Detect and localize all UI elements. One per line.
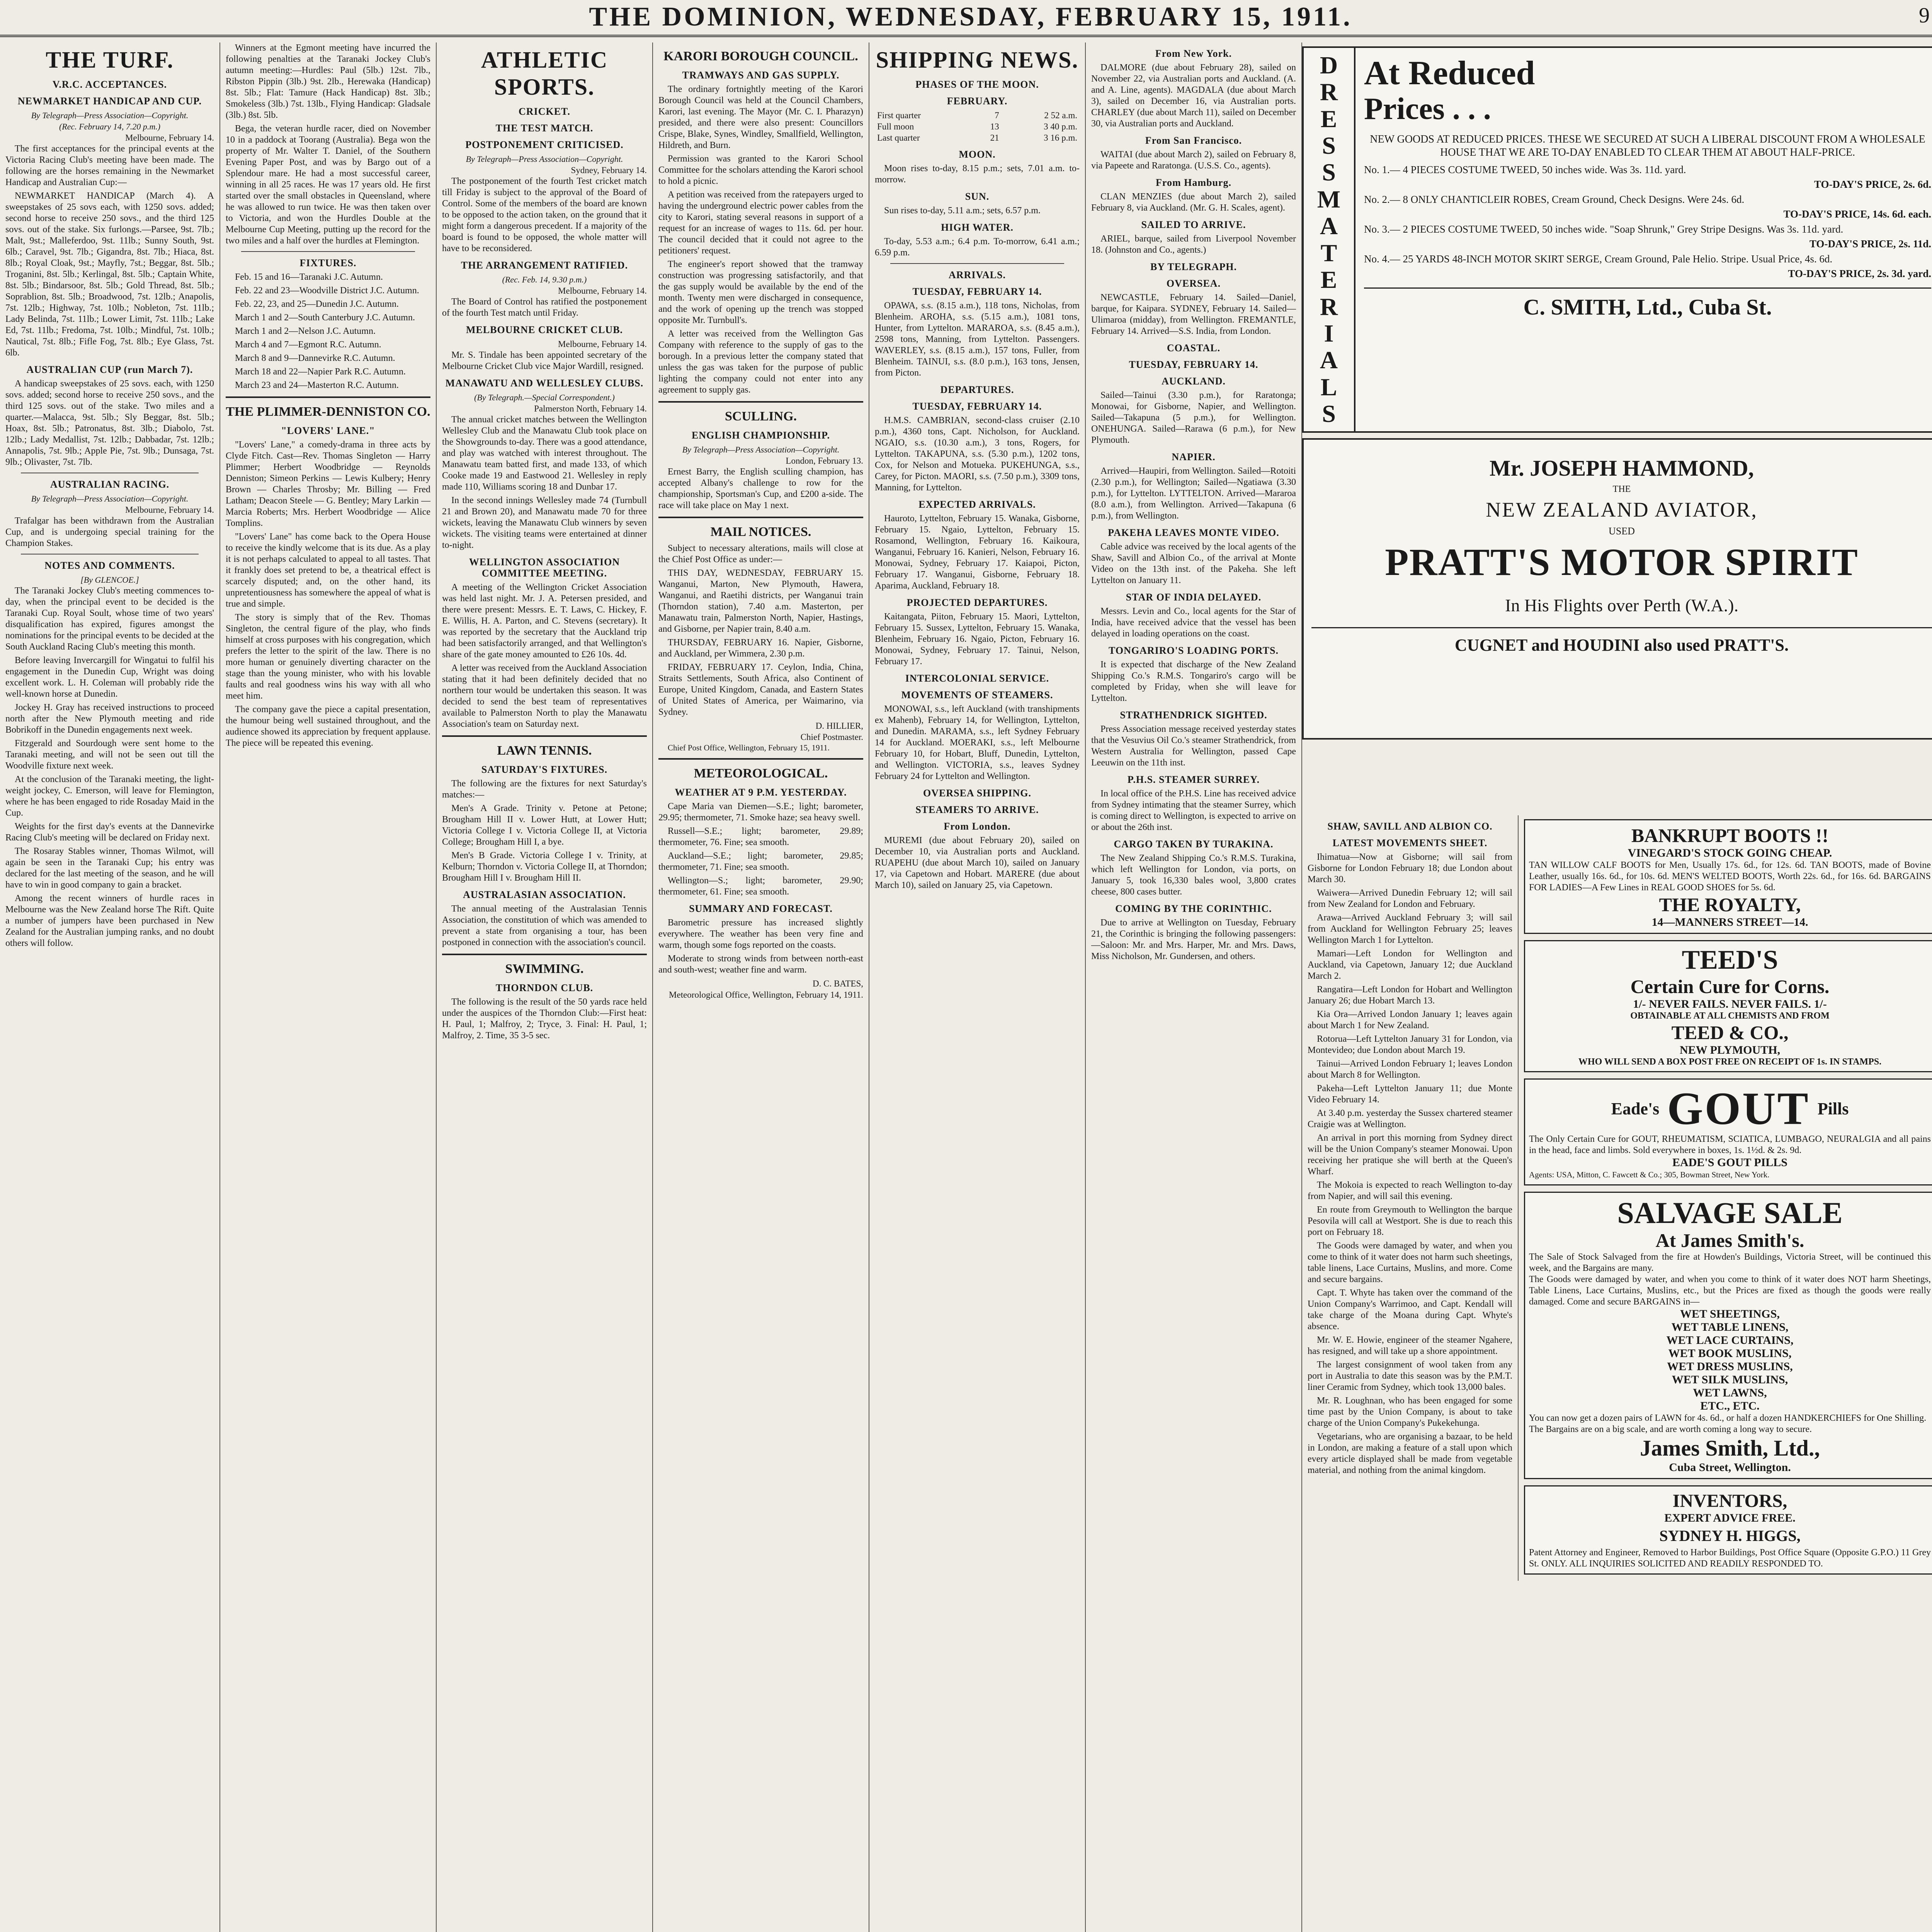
list-item: ETC., ETC.: [1700, 1400, 1760, 1412]
athletic-paragraph: Mr. S. Tindale has been appointed secretary of the Melbourne Cricket Club vice Major Wardill, resigned.: [442, 350, 647, 371]
phases-month: FEBRUARY.: [947, 95, 1008, 107]
ad-text: The Only Certain Cure for GOUT, RHEUMATISM, SCIATICA, LUMBAGO, NEURALGIA and all pains in the head, face and limbs. Sold everywhere in boxes, 1s. 1½d. & 2s. 9d.: [1529, 1134, 1931, 1155]
ad-lead: NEW GOODS AT REDUCED PRICES. THESE WE SECURED AT SUCH A LIBERAL DISCOUNT FROM A WHOLESALE HOUSE THAT WE ARE TO-DAY ENABLED TO CLEAR THEM AT ABOUT HALF-PRICE.: [1370, 133, 1925, 158]
moon-phase-table: [875, 110, 1080, 143]
ad-address: 14—MANNERS STREET—14.: [1651, 916, 1808, 929]
turf-paragraph: The Rosaray Stables winner, Thomas Wilmot, will again be seen in the Taranaki Cup; his entry was declared for the last meeting of the season, and he will have to win in good company to gain a bracket.: [5, 846, 214, 890]
ad-heading: Certain Cure for Corns.: [1630, 976, 1830, 997]
karori-paragraph: Ernest Barry, the English sculling champion, has accepted Albany's challenge to row for the championship, Sportsman's Cup, and £200 a-side. The race will take place on May 1 next.: [658, 467, 863, 510]
shaw-paragraph: En route from Greymouth to Wellington the barque Pesovila will call at Westport. She is due to reach this port on February 18.: [1308, 1205, 1512, 1237]
shipping-paragraph: MONOWAI, s.s., left Auckland (with transhipments ex Mahenb), February 14, for Wellington, Lyttelton, and Dunedin. MARAMA, s.s., left Sydney February 14 for Auckland. MOERAKI, s.s., left Melbourne February 10, for Hobart, Bluff, Dunedin, Lyttelton, and Wellington. VICTORIA, s.s., leaves Sydney February 24 for Lyttelton and Wellington.: [875, 704, 1080, 781]
ad-text: OBTAINABLE AT ALL CHEMISTS AND FROM: [1630, 1011, 1830, 1021]
shaw-paragraph: Tainui—Arrived London February 1; leaves London about March 8 for Wellington.: [1308, 1059, 1512, 1080]
ad-dress-main: [1355, 48, 1932, 431]
ad-bankrupt-boots: [1524, 819, 1932, 934]
turf-paragraph: Trafalgar has been withdrawn from the Australian Cup, and is undergoing special training for the Champion Stakes.: [5, 516, 214, 548]
steamers-heading: STEAMERS TO ARRIVE.: [915, 804, 1039, 815]
shipping-paragraph: Messrs. Levin and Co., local agents for the Star of India, have received advice that the vessel has been delayed in loading operations on the coast.: [1091, 606, 1296, 639]
turf-dateline-2: Melbourne, February 14.: [125, 505, 214, 515]
divider: [442, 735, 647, 737]
turf-paragraph: The Taranaki Jockey Club's meeting commences to-day, when the principal event to be decided is the Taranaki Cup. Royal Soult, whose time of two years' disqualification has expired, figures amongst the nominations for the principal events to be decided at the South Auckland Racing Club's meeting this month.: [5, 586, 214, 652]
fixture-item: March 4 and 7—Egmont R.C. Autumn.: [235, 340, 381, 350]
theatre-paragraph: The story is simply that of the Rev. Thomas Singleton, the central figure of the play, who finds himself at cross purposes with his congregation, which prefers the letter to the spirit of the law. There is no more human or genuinely diverting character on the stage than the young minister, who with his lovable faults and real goodness wins his way with all who meet him.: [226, 612, 430, 701]
from-sf-heading: From San Francisco.: [1145, 135, 1242, 146]
ad-text: Eade's: [1611, 1099, 1660, 1118]
ad-offer: TO-DAY'S PRICE, 14s. 6d. each.: [1783, 208, 1931, 220]
table-row: Last quarter 21 3 16 p.m.: [877, 133, 1077, 143]
departures-heading: DEPARTURES.: [940, 384, 1014, 395]
list-item: WET SILK MUSLINS,: [1672, 1373, 1788, 1386]
athletic-dateline-4: Palmerston North, February 14.: [534, 404, 647, 413]
shaw-paragraph: The largest consignment of wool taken from any port in Australia to date this season was by the P.M.T. liner Ceramic from Sydney, which took 13,000 bales.: [1308, 1360, 1512, 1392]
newspaper-title: THE DOMINION, WEDNESDAY, FEBRUARY 15, 1911.: [589, 2, 1352, 32]
weather-forecast: Moderate to strong winds from between north-east and south-west; weather fine and warm.: [658, 954, 863, 975]
napier-heading: NAPIER.: [1172, 451, 1216, 463]
pratts-brand: PRATT'S MOTOR SPIRIT: [1385, 541, 1859, 583]
shaw-paragraph: Rangatira—Left London for Hobart and Wellington January 26; due Hobart March 13.: [1308, 985, 1512, 1006]
ad-item: No. 3.— 2 PIECES COSTUME TWEED, 50 inches wide. "Soap Shrunk," Grey Stripe Designs. Was 3s. 11d. yard.: [1364, 223, 1844, 235]
notes-heading: NOTES AND COMMENTS.: [44, 560, 175, 571]
manawatu-heading: MANAWATU AND WELLESLEY CLUBS.: [445, 378, 644, 389]
shipping-paragraph: Arrived—Haupiri, from Wellington. Sailed—Rotoiti (2.30 p.m.), for Wellington; Sailed—Ngatiawa (3.30 p.m.), for Lyttelton. LYTTELTON. Arrived—Mararoa (8.0 a.m.), from Wellington. Arrived—Takapuna (6 p.m.), from Wellington.: [1091, 466, 1296, 521]
mail-paragraph: THURSDAY, FEBRUARY 16. Napier, Gisborne, and Auckland, per Wimmera, 2.30 p.m.: [658, 638, 863, 659]
notes-byline: [By GLENCOE.]: [80, 575, 139, 585]
karori-paragraph: A petition was received from the ratepayers urged to having the underground electric power cables from the city to Karori, stating several reasons in support of a request for an increase of wages to 11s. 6d. per hour. The council decided that it could not agree to the petitioners' request.: [658, 190, 863, 256]
turf-paragraph: Weights for the first day's events at the Dannevirke Racing Club's meeting will be declared on Friday next.: [5, 821, 214, 843]
cricket-heading: CRICKET.: [519, 106, 570, 117]
shaw-heading: SHAW, SAVILL AND ALBION CO.: [1327, 821, 1493, 832]
ad-price: 1/- NEVER FAILS. NEVER FAILS. 1/-: [1633, 998, 1827, 1010]
shaw-paragraph: At 3.40 p.m. yesterday the Sussex chartered steamer Craigie was at Wellington.: [1308, 1108, 1512, 1129]
ad-title-2: Prices . . .: [1364, 92, 1491, 126]
weather-paragraph: Russell—S.E.; light; barometer, 29.89; thermometer, 76. Fine; sea smooth.: [658, 826, 863, 847]
lower-right-area: [1302, 815, 1932, 1932]
aviator-name: Mr. JOSEPH HAMMOND,: [1489, 456, 1754, 481]
ad-inventors: [1524, 1485, 1932, 1575]
shipping-paragraph: ARIEL, barque, sailed from Liverpool November 18. (Johnston and Co., agents.): [1091, 234, 1296, 255]
turf-paragraph: At the conclusion of the Taranaki meeting, the light-weight jockey, C. Emerson, will leave for Flemington, where he has been engaged to ride Rosaday Maid in the Cup.: [5, 774, 214, 818]
ad-subheading: VINEGARD'S STOCK GOING CHEAP.: [1628, 847, 1832, 859]
athletic-paragraph: A letter was received from the Auckland Association stating that it had been definitely decided that no northern tour would be undertaken this season. It was decided to send the best team of representatives available to Palmerston North to play the Manawatu Association's team on Saturday next.: [442, 663, 647, 729]
turf-paragraph: Among the recent winners of hurdle races in Melbourne was the New Zealand horse The Rift. Quite a number of jumpers have been purchased in New Zealand for the Australian jumping ranks, and no doubt others will follow.: [5, 893, 214, 948]
coastal-date: TUESDAY, FEBRUARY 14.: [1129, 359, 1259, 370]
karori-paragraph: Permission was granted to the Karori School Committee for the scholars attending the Karori school to hold a picnic.: [658, 154, 863, 186]
highwater-heading: HIGH WATER.: [941, 222, 1014, 233]
shaw-paragraph: Pakeha—Left Lyttelton January 11; due Monte Video February 14.: [1308, 1083, 1512, 1105]
shipping-paragraph: Sailed—Tainui (3.30 p.m.), for Raratonga; Monowai, for Gisborne, Napier, and Wellington. Sailed—Takapuna (5 p.m.), for Wellington. ONEHUNGA. Sailed—Rarawa (6 p.m.), for New Plymouth.: [1091, 390, 1296, 445]
shaw-paragraph: The Mokoia is expected to reach Wellington to-day from Napier, and will sail this evening.: [1308, 1180, 1512, 1201]
ad-heading: BANKRUPT BOOTS !!: [1631, 825, 1829, 846]
karori-paragraph: A letter was received from the Wellington Gas Company with reference to the supply of gas to the borough. In a previous letter the company stated that unless the gas was taken for the purpose of public lighting the company could not enter into any agreement to supply gas.: [658, 329, 863, 395]
intercolonial-heading: INTERCOLONIAL SERVICE.: [905, 673, 1049, 684]
ad-subheading: EADE'S GOUT PILLS: [1672, 1156, 1787, 1169]
athletic-dateline: Sydney, February 14.: [571, 165, 647, 175]
divider: [658, 758, 863, 760]
karori-paragraph: The ordinary fortnightly meeting of the Karori Borough Council was held at the Council Chambers, Karori, last evening. The Mayor (Mr. C. I. Pharazyn) presided, and there were also present: Councillors Crispe, Blake, Synes, Windley, Smallfield, Wellington, Hildreth, and Burn.: [658, 84, 863, 150]
mail-paragraph: FRIDAY, FEBRUARY 17. Ceylon, India, China, Straits Settlements, South Africa, also Continent of Europe, United Kingdom, Canada, and Eastern States of United States of America, per Waimarino, via Sydney.: [658, 662, 863, 717]
ad-text: You can now get a dozen pairs of LAWN for 4s. 6d., or half a dozen HANDKERCHIEFS for One Shilling.: [1529, 1413, 1927, 1423]
ratified-heading: THE ARRANGEMENT RATIFIED.: [461, 260, 628, 271]
corinthic-heading: COMING BY THE CORINTHIC.: [1115, 903, 1272, 914]
ad-text: NEW PLYMOUTH,: [1679, 1044, 1781, 1056]
divider: [658, 517, 863, 518]
mail-paragraph: THIS DAY, WEDNESDAY, FEBRUARY 15. Wanganui, Marton, New Plymouth, Hawera, Wanganui, and Raetihi districts, per Wanganui train (Thorndon station), 7.40 a.m. Masterton, per Manawatu train, Palmerston North, Napier, Hastings, and Gisborne, per Napier train, 8.40 a.m.: [658, 568, 863, 634]
coastal-heading: COASTAL.: [1167, 342, 1221, 354]
shipping-paragraph: NEWCASTLE, February 14. Sailed—Daniel, barque, for Kaipara. SYDNEY, February 14. Sailed—Ulimaroa (midday), from Wellington. FREMANTLE, February 14. Arrived—S.S. India, from London.: [1091, 293, 1296, 336]
sculling-byline: By Telegraph—Press Association—Copyright.: [682, 445, 840, 454]
shaw-paragraph: Rotorua—Left Lyttelton January 31 for London, via Montevideo; due London about March 19.: [1308, 1034, 1512, 1055]
shaw-paragraph: Arawa—Arrived Auckland February 3; will sail from Auckland for Wellington February 25; leaves Wellington March 1 for Lyttelton.: [1308, 913, 1512, 945]
turf-paragraph: Jockey H. Gray has received instructions to proceed north after the New Plymouth meeting and ride Bobrikoff in the Dunedin engagements next week.: [5, 702, 214, 735]
ad-area-top: [1302, 43, 1932, 846]
athletic-dateline-3: Melbourne, February 14.: [558, 339, 647, 349]
fixture-item: March 23 and 24—Masterton R.C. Autumn.: [235, 380, 399, 390]
ad-text: THE: [1612, 484, 1631, 494]
turakina-heading: CARGO TAKEN BY TURAKINA.: [1114, 838, 1274, 850]
shipping-headline: SHIPPING NEWS.: [876, 47, 1079, 73]
moon-text: Moon rises to-day, 8.15 p.m.; sets, 7.01 a.m. to-morrow.: [875, 163, 1080, 185]
ad-firm: C. SMITH, Ltd., Cuba St.: [1364, 287, 1931, 320]
athletic-paragraph: The Board of Control has ratified the postponement of the fourth Test match until Friday.: [442, 297, 647, 318]
list-item: WET LAWNS,: [1693, 1386, 1767, 1399]
fixture-item: March 1 and 2—Nelson J.C. Autumn.: [235, 326, 376, 336]
athletic-paragraph: The postponement of the fourth Test cricket match till Friday is subject to the approval of the Board of Control. Some of the members of the board are known to be opposed to the action taken, on the ground that it might form a dangerous precedent. If a majority of the board is found to be opposed, the whole matter will have to be reconsidered.: [442, 176, 647, 253]
ad-firm: James Smith, Ltd.,: [1640, 1435, 1820, 1461]
ad-text: NEW ZEALAND AVIATOR,: [1486, 498, 1758, 521]
column-shipping-2: [1086, 43, 1302, 1932]
ad-text: TAN WILLOW CALF BOOTS for Men, Usually 17s. 6d., for 12s. 6d. TAN BOOTS, made of Bovine Leather, usually 16s. 6d., for 10s. 6d. MEN'S WELTED BOOTS, Worth 22s. 6d., for 16s. 6d. BARGAINS FOR LADIES—A Few Lines in REAL GOOD SHOES for 5s. 6d.: [1529, 860, 1931, 893]
newmarket-heading: NEWMARKET HANDICAP AND CUP.: [17, 95, 202, 107]
turf-paragraph: Before leaving Invercargill for Wingatui to fulfil his engagement in the Dunedin Cup, Wright was doing excellent work. L. H. Coleman will probably ride the well-known horse at Dunedin.: [5, 655, 214, 699]
divider: [241, 251, 415, 252]
ad-salvage-sale: [1524, 1192, 1932, 1479]
met-signature: D. C. BATES, Meteorological Office, Wellington, February 14, 1911.: [669, 979, 863, 1000]
ad-title-1: At Reduced: [1364, 54, 1535, 92]
shipping-paragraph: H.M.S. CAMBRIAN, second-class cruiser (2.10 p.m.), 4360 tons, Capt. Nicholson, for Auckland. NGAIO, s.s. (10.30 a.m.), 3 tons, Rogers, for Lyttelton. TAKAPUNA, s.s. (5.30 p.m.), 1202 tons, Cox, for Nelson and Motueka. PUKEHUNGA, s.s., Carey, for Picton. MAORI, s.s. (7.50 p.m.), 3309 tons, Manning, for Lyttelton.: [875, 415, 1080, 493]
shaw-paragraph: Vegetarians, who are organising a bazaar, to be held in London, are making a feature of a stall upon which every article displayed shall be made from vegetable material, and nothing from the animal kingdom.: [1308, 1432, 1512, 1475]
highwater-text: To-day, 5.53 a.m.; 6.4 p.m. To-morrow, 6.41 a.m.; 6.59 p.m.: [875, 236, 1080, 258]
column-athletic: [437, 43, 653, 1932]
athletic-headline: ATHLETIC SPORTS.: [481, 47, 608, 100]
athletic-paragraph: Men's B Grade. Victoria College I v. Trinity, at Kelburn; Thorndon v. Victoria College II, at Thorndon; Brougham Hill I v. Brougham Hill II.: [442, 850, 647, 883]
divider: [442, 954, 647, 955]
ad-eades-gout-pills: [1524, 1078, 1932, 1185]
ad-teeds-corn-cure: [1524, 940, 1932, 1072]
ad-item: No. 1.— 4 PIECES COSTUME TWEED, 50 inches wide. Was 3s. 11d. yard.: [1364, 164, 1686, 175]
athletic-byline: By Telegraph—Press Association—Copyright.: [466, 154, 623, 164]
ad-text: The Bargains are on a big scale, and are worth coming a long way to secure.: [1529, 1424, 1812, 1434]
athletic-byline-2: (By Telegraph.—Special Correspondent.): [474, 393, 615, 402]
athletic-paragraph: The following is the result of the 50 yards race held under the auspices of the Thorndon Club:—First heat: H. Paul, 1; Malfroy, 2; Tryce, 3. Final: H. Paul, 1; Malfroy, 2. Time, 35 3-5 sec.: [442, 997, 647, 1041]
athletic-rec: (Rec. Feb. 14, 9.30 p.m.): [502, 275, 587, 284]
shipping-paragraph: It is expected that discharge of the New Zealand Shipping Co.'s R.M.S. Tongariro's cargo will be completed by Friday, when she will leave for Lyttelton.: [1091, 660, 1296, 703]
shaw-paragraph: Capt. T. Whyte has taken over the command of the Union Company's Warrimoo, and Capt. Kendall will take charge of the Moana during Capt. Whyte's absence.: [1308, 1288, 1512, 1332]
table-row: First quarter 7 2 52 a.m.: [877, 111, 1077, 120]
turf-rec: (Rec. February 14, 7.20 p.m.): [59, 122, 161, 131]
shipping-paragraph: Due to arrive at Wellington on Tuesday, February 21, the Corinthic is bringing the following passengers:—Saloon: Mr. and Mrs. Harper, Mr. and Mrs. Daws, Miss Nicholson, Mr. Gundersen, and others.: [1091, 918, 1296, 961]
shaw-paragraph: Mr. R. Loughnan, who has been engaged for some time past by the Union Company, is about to take charge of the Union Company's Pukekehunga.: [1308, 1396, 1512, 1428]
weather-heading: WEATHER AT 9 P.M. YESTERDAY.: [675, 787, 847, 798]
turf-paragraph: Fitzgerald and Sourdough were sent home to the Taranaki meeting, and will not be seen out till the Woodville fixture next week.: [5, 738, 214, 771]
postmaster-signature: D. HILLIER, Chief Postmaster.: [800, 721, 863, 742]
latest-heading: LATEST MOVEMENTS SHEET.: [1332, 837, 1488, 849]
tramway-heading: TRAMWAYS AND GAS SUPPLY.: [682, 70, 840, 81]
shaw-paragraph: Kia Ora—Arrived London January 1; leaves again about March 1 for New Zealand.: [1308, 1009, 1512, 1031]
arrivals-date: TUESDAY, FEBRUARY 14.: [912, 286, 1042, 297]
turf-dateline: Melbourne, February 14.: [125, 133, 214, 143]
ad-heading: GOUT: [1667, 1083, 1810, 1134]
shaw-paragraph: Mr. W. E. Howie, engineer of the steamer Ngahere, has resigned, and will take up a shore appointment.: [1308, 1335, 1512, 1356]
ad-item: No. 2.— 8 ONLY CHANTICLEIR ROBES, Cream Ground, Check Designs. Were 24s. 6d.: [1364, 194, 1745, 205]
shipping-paragraph: OPAWA, s.s. (8.15 a.m.), 118 tons, Nicholas, from Blenheim. AROHA, s.s. (5.15 a.m.), 1081 tons, Hunter, from Lyttelton. MARAROA, s.s. (8.45 a.m.), 2598 tons, Manning, from Lyttelton. Passengers. WAVERLEY, s.s. (8.15 a.m.), 157 tons, Fuller, from Blenheim. TAINUI, s.s. (8.0 p.m.), 163 tons, Jensen, from Picton.: [875, 301, 1080, 378]
divider: [658, 401, 863, 403]
shipping-paragraph: Kaitangata, Piiton, February 15. Maori, Lyttelton, February 15. Sussex, Lyttelton, February 15. Wanaka, Blenheim, February 16. Ngaio, Picton, February 16. Monowai, Sydney, February 17. Tainui, Nelson, February 17.: [875, 612, 1080, 667]
tennis-fixtures-heading: SATURDAY'S FIXTURES.: [481, 764, 608, 775]
ad-offer: TO-DAY'S PRICE, 2s. 3d. yard.: [1788, 268, 1931, 279]
turf-paragraph: NEWMARKET HANDICAP (March 4). A sweepstakes of 25 sovs each, with 1250 sovs. added; second horse to receive 250 sovs., and the third 125 sovs. out of the stake. Six furlongs.—Parsee, 9st. 7lb.; Malt, 9st.; Malleferdoo, 9st. 11lb.; Sunny South, 9st. 6lb.; Caravel, 9st. 7lb.; Gigandra, 8st. 7lb.; Hiaca, 8st. 8lb.; Royal Cloak, 9st.; Mayfly, 7st.; Beggar, 8st. 5lb.; Troganini, 8st. 5lb.; Kerlingal, 8st. 5lb.; Captain White, 8st. 5lb.; Bindarsoor, 8st. 5lb.; Gold Thread, 8st. 5lb.; Soprablion, 8st. 5lb.; Broadwood, 7st. 12lb.; Anapolis, 7st. 12lb.; Highway, 7st. 10lb.; Nobleton, 7st. 11lb.; Lady Belinda, 7st. 11lb.; Lower Limit, 7st. 11lb.; Lake Ed, 7st. 11lb.; Fredoma, 7st. 10lb.; Mindful, 7st. 10lb.; Nautical, 7st. 8lb.; Fifle Fog, 7st. 8lb.; Eye Glass, 7st. 6lb.: [5, 191, 214, 358]
sculling-dateline: London, February 13.: [786, 456, 863, 466]
ad-heading: SALVAGE SALE: [1617, 1196, 1843, 1230]
karori-paragraph: The engineer's report showed that the tramway construction was progressing satisfactorily, and that the gas supply would be available by the end of the month. Twenty men were discharged in consequence, and the work of opening up the trench was stopped opposite Mr. Turnbull's.: [658, 259, 863, 325]
shaw-paragraph: The Goods were damaged by water, and when you come to think of it water does not harm such sheetings, table linens, Lace Curtains, Muslins, and more. Come and secure bargains.: [1308, 1241, 1512, 1284]
vertical-banner: D R E S S M A T E R I A L S: [1304, 48, 1355, 431]
shaw-paragraph: Waiwera—Arrived Dunedin February 12; will sail from New Zealand for London and February.: [1308, 888, 1512, 909]
ad-text: Agents: USA, Mitton, C. Fawcett & Co.; 305, Bowman Street, New York.: [1529, 1170, 1770, 1179]
fixture-item: Feb. 22 and 23—Woodville District J.C. Autumn.: [235, 286, 419, 296]
ad-text: Patent Attorney and Engineer, Removed to Harbor Buildings, Post Office Square (Opposite G.P.O.) 11 Grey St. ONLY. ALL INQUIRIES SOLICITED AND READILY RESPONDED TO.: [1529, 1548, 1931, 1569]
ad-subheading: EXPERT ADVICE FREE.: [1664, 1512, 1796, 1524]
fixture-item: March 1 and 2—South Canterbury J.C. Autumn.: [235, 313, 415, 323]
star-india-heading: STAR OF INDIA DELAYED.: [1126, 592, 1262, 603]
athletic-paragraph: The annual cricket matches between the Wellington Wellesley Club and the Manawatu Club took place on the Showgrounds to-day. There was a good attendance, and play was watched with interest throughout. The Manawatu team batted first, and made 133, of which Cooke made 19 and Eastwood 21. Wellesley in reply made 110, Williams scoring 18 and Dunbar 17.: [442, 415, 647, 492]
ad-text: USED: [1609, 526, 1635, 537]
projected-heading: PROJECTED DEPARTURES.: [906, 597, 1048, 608]
wam-heading: WELLINGTON ASSOCIATION COMMITTEE MEETING.: [469, 556, 620, 579]
ad-text: In His Flights over Perth (W.A.).: [1505, 595, 1738, 615]
lawn-tennis-heading: LAWN TENNIS.: [497, 743, 592, 758]
ad-pratts-motor-spirit: [1302, 438, 1932, 740]
fixture-item: March 18 and 22—Napier Park R.C. Autumn.: [235, 367, 406, 377]
shaw-paragraph: An arrival in port this morning from Sydney direct will be the Union Company's steamer Monowai. Upon receiving her pratique she will berth at the Queen's Wharf.: [1308, 1133, 1512, 1177]
oversea-sub-heading: OVERSEA.: [1166, 278, 1221, 289]
postmaster-date: Chief Post Office, Wellington, February 15, 1911.: [668, 743, 830, 752]
telegraph-heading: BY TELEGRAPH.: [1150, 261, 1237, 272]
sculling-heading: SCULLING.: [724, 409, 797, 423]
racing-paragraph: Winners at the Egmont meeting have incurred the following penalties at the Taranaki Jockey Club's autumn meeting:—Hurdles: Paul (5lb.) 12st. 7lb., Ribston Pippin (3lb.) 9st. 2lb., Herewaka (Handicap) 8st. 5lb.; Flat: Tamure (Hack Handicap) 8st. 3lb.; Smokeless (3lb.) 7st. 13lb., Flying Handicap: Gladsale (3lb.) 8st. 5lb.: [226, 43, 430, 120]
assoc-heading: AUSTRALASIAN ASSOCIATION.: [463, 889, 626, 900]
english-heading: ENGLISH CHAMPIONSHIP.: [691, 430, 830, 441]
fixture-item: Feb. 22, 23, and 25—Dunedin J.C. Autumn.: [235, 299, 399, 309]
weather-paragraph: Barometric pressure has increased slightly everywhere. The weather has been very fine and warm, though some fogs reported on the coasts.: [658, 918, 863, 950]
summary-heading: SUMMARY AND FORECAST.: [689, 903, 833, 914]
shaw-paragraph: Ihimatua—Now at Gisborne; will sail from Gisborne for London February 18; due London about March 30.: [1308, 852, 1512, 884]
page-number: 9: [1919, 3, 1930, 27]
column-small-ads: [1519, 815, 1932, 1581]
gout-banner: [1529, 1083, 1931, 1134]
weather-paragraph: Wellington—S.; light; barometer, 29.90; thermometer, 61. Fine; sea smooth.: [658, 876, 863, 897]
plimmer-heading: THE PLIMMER-DENNISTON CO.: [226, 405, 430, 419]
column-shipping: [869, 43, 1086, 1932]
auckland-heading: AUCKLAND.: [1162, 376, 1226, 387]
ad-text: The Goods were damaged by water, and when you come to think of it water does NOT harm Sheetings, Table Linens, Lace Curtains, Muslins, etc., but the Prices are fixed as though the goods were really damaged. Come and secure BARGAINS in—: [1529, 1274, 1931, 1307]
shipping-paragraph: MUREMI (due about February 20), sailed on December 10, via Australian ports and Auckland. RUAPEHU (due about March 10), sailed on January 17, via Capetown and Hobart. MARERE (due about March 10), sailed on January 25, via Capetown.: [875, 835, 1080, 890]
mcc-heading: MELBOURNE CRICKET CLUB.: [466, 324, 623, 335]
ad-text: Pills: [1817, 1099, 1849, 1118]
movements-heading: MOVEMENTS OF STEAMERS.: [901, 689, 1053, 701]
ad-text: The Sale of Stock Salvaged from the fire at Howden's Buildings, Victoria Street, will be continued this week, and the Bargains are many.: [1529, 1252, 1931, 1273]
athletic-paragraph: In the second innings Wellesley made 74 (Turnbull 21 and Brown 20), and Manawatu made 70 for three wickets, leaving the Manawatu Club winners by seven wickets. The visiting teams were entertained at dinner to-night.: [442, 495, 647, 550]
column-karori: [653, 43, 869, 1932]
table-row: Full moon 13 3 40 p.m.: [877, 122, 1077, 131]
athletic-paragraph: Men's A Grade. Trinity v. Petone at Petone; Brougham Hill II v. Lower Hutt, at Lower Hutt; Victoria College I v. Victoria College II, at Victoria College; Brougham Hill I, a bye.: [442, 803, 647, 847]
karori-headline: KARORI BOROUGH COUNCIL.: [663, 49, 858, 63]
divider: [226, 396, 430, 398]
turf-paragraph: A handicap sweepstakes of 25 sovs. each, with 1250 sovs. added; second horse to receive 250 sovs., and the third 125 sovs. out of the stake. Two miles and a quarter.—Malacca, 9st. 5lb.; Sly Beggar, 8st. 5lb.; Hoax, 8st. 5lb.; Patronatus, 8st. 3lb.; Diabolo, 7st. 12lb.; Lady Medallist, 7st. 12lb.; Dabbadar, 7st. 12lb.; Annapolis, 7st. 9lb.; Apple Pie, 7st. 9lb.; Dunsaga, 7st. 9lb.; Olivaster, 7st. 7lb.: [5, 379, 214, 467]
lovers-lane-heading: "LOVERS' LANE.": [281, 425, 375, 436]
column-racing-theatre: [220, 43, 437, 1932]
strathendrick-heading: STRATHENDRICK SIGHTED.: [1120, 709, 1267, 721]
mail-paragraph: Subject to necessary alterations, mails will close at the Chief Post Office as under:—: [658, 543, 863, 565]
racing-paragraph: Bega, the veteran hurdle racer, died on November 10 in a paddock at Toorang (Australia). Bega won the property of Mr. Walter T. Daniel, of the Southern Evening Paper Post, and was by Bargo out of a Splendour mare. He had a most successful career, winning in all 25 races. He was 17 years old. He first started over the small obstacles in Queensland, where he was allowed to run twice. He was then taken over to Victoria, and won the Hurdles Double at the Melbourne Cup Meeting, putting up the record for the two miles and a half over the hurdles at Flemington.: [226, 124, 430, 246]
ad-offer: TO-DAY'S PRICE, 2s. 6d.: [1814, 179, 1931, 190]
list-item: WET TABLE LINENS,: [1671, 1321, 1789, 1333]
testmatch-heading: THE TEST MATCH.: [495, 122, 594, 134]
shipping-paragraph: Hauroto, Lyttelton, February 15. Wanaka, Gisborne, February 15. Ngaio, Lyttelton, February 15. Rosamond, Wellington, February 16. Kaikoura, Wanganui, February 16. Kanieri, Nelson, February 16. Monowai, Sydney, February 17. Kaiapoi, Picton, February 17. Wanganui, Gisborne, February 18. Aparima, Auckland, February 18.: [875, 514, 1080, 591]
ad-heading: TEED'S: [1682, 945, 1778, 975]
shipping-paragraph: The New Zealand Shipping Co.'s R.M.S. Turakina, which left Wellington for London, via ports, on January 5, took 16,330 bales wool, 3,800 crates cheese, 800 cases butter.: [1091, 853, 1296, 897]
list-item: WET SHEETINGS,: [1680, 1308, 1780, 1320]
athletic-paragraph: The annual meeting of the Australasian Tennis Association, the constitution of which was amended to prevent a state from organising a tour, has been postponed in connection with the association's council.: [442, 904, 647, 947]
ad-text: WHO WILL SEND A BOX POST FREE ON RECEIPT OF 1s. IN STAMPS.: [1578, 1057, 1882, 1067]
ad-heading: THE ROYALTY,: [1659, 894, 1801, 915]
shipping-paragraph: DALMORE (due about February 28), sailed on November 22, via Australian ports and Auckland. (A. and A. Line, agents). MAGDALA (due about March 3), sailed on December 16, via Australian ports. CHARLEY (due about March 11), sailed on December 30, via Australian ports and Auckland.: [1091, 63, 1296, 129]
fixture-item: March 8 and 9—Dannevirke R.C. Autumn.: [235, 353, 395, 363]
theatre-paragraph: "Lovers' Lane" has come back to the Opera House to receive the kindly welcome that is its due. As a play it is not perhaps calculated to appeal to all tastes. That it frankly does set pretend to be, a theatrical effect is scarcely disputed; and, on the other hand, its unpretentiousness has somewhere the appeal of what is true and simple.: [226, 532, 430, 609]
surrey-heading: P.H.S. STEAMER SURREY.: [1127, 774, 1260, 785]
turf-headline: THE TURF.: [46, 47, 174, 73]
column-turf: [0, 43, 220, 1932]
list-item: WET LACE CURTAINS,: [1666, 1334, 1794, 1347]
sailed-heading: SAILED TO ARRIVE.: [1141, 219, 1246, 230]
arrivals-heading: ARRIVALS.: [949, 269, 1006, 281]
from-ny-heading: From New York.: [1155, 48, 1232, 59]
ad-name: SYDNEY H. HIGGS,: [1659, 1527, 1801, 1544]
moon-heading: MOON.: [959, 149, 996, 160]
departures-date: TUESDAY, FEBRUARY 14.: [912, 401, 1042, 412]
shipping-paragraph: CLAN MENZIES (due about March 2), sailed February 8, via Auckland. (Mr. G. H. Scales, agent).: [1091, 192, 1296, 213]
turf-byline-2: By Telegraph—Press Association—Copyright.: [31, 494, 189, 503]
athletic-paragraph: The following are the fixtures for next Saturday's matches:—: [442, 779, 647, 800]
ad-item: No. 4.— 25 YARDS 48-INCH MOTOR SKIRT SERGE, Cream Ground, Pale Helio. Stripe. Usual Price, 4s. 6d.: [1364, 253, 1833, 265]
auscup-heading: AUSTRALIAN CUP (run March 7).: [26, 364, 193, 375]
sun-text: Sun rises to-day, 5.11 a.m.; sets, 6.57 p.m.: [884, 206, 1041, 216]
expected-heading: EXPECTED ARRIVALS.: [918, 499, 1036, 510]
shaw-paragraph: Mamari—Left London for Wellington and Auckland, via Capetown, January 12; due Auckland March 2.: [1308, 949, 1512, 981]
athletic-dateline-2: Melbourne, February 14.: [558, 286, 647, 296]
ad-text: CUGNET and HOUDINI also used PRATT'S.: [1311, 627, 1932, 655]
from-london-heading: From London.: [944, 821, 1011, 832]
thorndon-heading: THORNDON CLUB.: [495, 982, 594, 993]
turf-paragraph: The first acceptances for the principal events at the Victoria Racing Club's meeting have been made. The following are the horses remaining in the Newmarket Handicap and Australian Cup:—: [5, 144, 214, 187]
column-shaw-savill: [1302, 815, 1519, 1581]
turf-byline: By Telegraph—Press Association—Copyright.: [31, 111, 189, 120]
postponement-heading: POSTPONEMENT CRITICISED.: [465, 139, 624, 150]
sun-heading: SUN.: [965, 191, 990, 202]
ad-address: Cuba Street, Wellington.: [1669, 1461, 1791, 1474]
divider: [890, 263, 1064, 264]
list-item: WET BOOK MUSLINS,: [1668, 1347, 1792, 1360]
weather-paragraph: Cape Maria van Diemen—S.E.; light; barometer, 29.95; thermometer, 71. Smoke haze; sea heavy swell.: [658, 801, 863, 823]
pakeha-heading: PAKEHA LEAVES MONTE VIDEO.: [1108, 527, 1279, 538]
shipping-paragraph: Press Association message received yesterday states that the Vesuvius Oil Co.'s steamer Strathendrick, from Western Australia for Wellington, passed Cape Leeuwin on the 11th inst.: [1091, 724, 1296, 768]
ad-firm: TEED & CO.,: [1671, 1022, 1789, 1043]
vrc-heading: V.R.C. ACCEPTANCES.: [52, 79, 167, 90]
masthead: [0, 0, 1932, 37]
ad-heading: INVENTORS,: [1672, 1491, 1787, 1511]
athletic-paragraph: A meeting of the Wellington Cricket Association was held last night. Mr. J. A. Petersen presided, and there were present: Messrs. E. T. Laws, C. Hickey, F. E. Willis, H. A. Parton, and C. Stevens (secretary). It was reported by the secretary that the Auckland trip had been satisfactorily arranged, and that Wellington's share of the gate money amounted to £26 10s. 4d.: [442, 582, 647, 660]
theatre-paragraph: The company gave the piece a capital presentation, the humour being well sustained throughout, and the audience showed its appreciation by frequent applause. The piece will be repeated this evening.: [226, 704, 430, 748]
theatre-paragraph: "Lovers' Lane," a comedy-drama in three acts by Clyde Fitch. Cast—Rev. Thomas Singleton — Harry Plimmer; Herbert Woodbridge — Reynolds Denniston; Simeon Perkins — Lewis Kulbery; Henry Brown — Charles Throsby; Mr. Billing — Fred Latham; Deacon Steele — G. Bentley; Mary Larkin — Marcia Roberts; Mrs. Herbert Woodbridge — Alice Tomplins.: [226, 440, 430, 528]
oversea-heading: OVERSEA SHIPPING.: [923, 787, 1031, 799]
list-item: WET DRESS MUSLINS,: [1667, 1360, 1793, 1373]
met-heading: METEOROLOGICAL.: [694, 766, 828, 781]
lower-right-columns: [1302, 815, 1932, 1581]
shipping-paragraph: Cable advice was received by the local agents of the Shaw, Savill and Albion Co., of the arrival at Monte Video on the 13th inst. of the Pakeha. She left Lyttelton on January 11.: [1091, 542, 1296, 585]
weather-paragraph: Auckland—S.E.; light; barometer, 29.85; thermometer, 71. Fine; sea smooth.: [658, 851, 863, 872]
tongariro-heading: TONGARIRO'S LOADING PORTS.: [1109, 645, 1279, 656]
from-hamburg-heading: From Hamburg.: [1156, 177, 1231, 188]
swimming-heading: SWIMMING.: [505, 962, 584, 976]
mail-heading: MAIL NOTICES.: [710, 525, 811, 539]
fixtures-heading: FIXTURES.: [299, 257, 357, 269]
ad-offer: TO-DAY'S PRICE, 2s. 11d.: [1809, 238, 1931, 250]
fixture-item: Feb. 15 and 16—Taranaki J.C. Autumn.: [235, 272, 383, 282]
ausracing-heading: AUSTRALIAN RACING.: [50, 479, 170, 490]
phases-heading: PHASES OF THE MOON.: [915, 79, 1039, 90]
shipping-paragraph: WAITAI (due about March 2), sailed on February 8, via Papeete and Raratonga. (U.S.S. Co., agents).: [1091, 150, 1296, 171]
ad-subheading: At James Smith's.: [1655, 1230, 1804, 1251]
ad-dress-materials: [1302, 46, 1932, 433]
shipping-paragraph: In local office of the P.H.S. Line has received advice from Sydney intimating that the steamer Surrey, which is coming direct to Wellington, is expected to arrive on or about the 26th inst.: [1091, 789, 1296, 832]
